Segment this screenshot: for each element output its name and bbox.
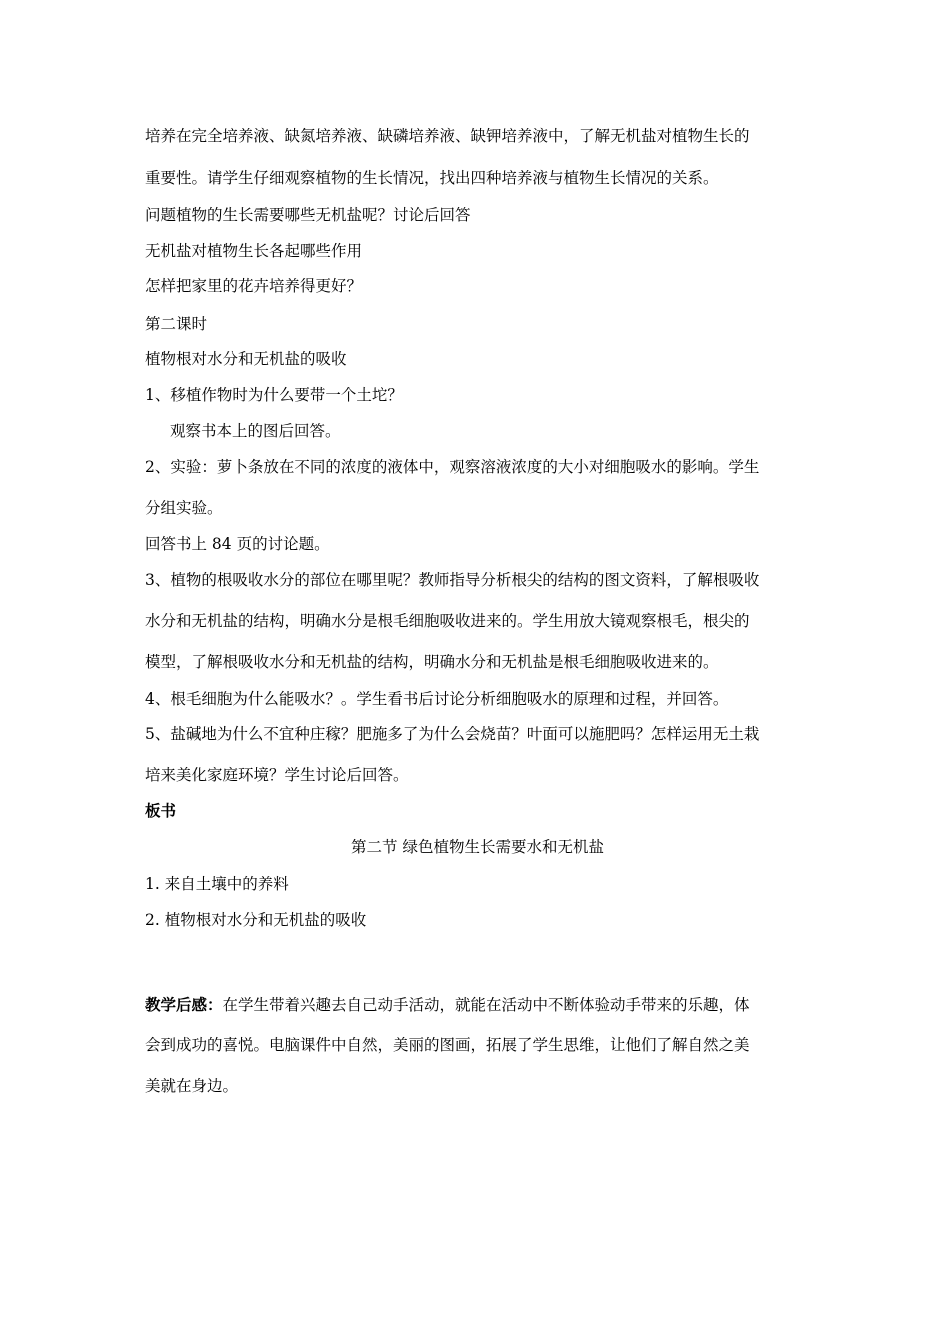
board-title: 第二节 绿色植物生长需要水和无机盐 xyxy=(351,838,604,856)
reflection-line-2: 会到成功的喜悦。电脑课件中自然，美丽的图画，拓展了学生思维，让他们了解自然之美 xyxy=(145,1036,750,1054)
section-heading: 第二课时 xyxy=(145,315,208,333)
question-1: 1、移植作物时为什么要带一个土坨？ xyxy=(145,386,403,404)
paragraph-line: 重要性。请学生仔细观察植物的生长情况，找出四种培养液与植物生长情况的关系。 xyxy=(145,169,719,187)
question-3: 3、植物的根吸收水分的部位在哪里呢？教师指导分析根尖的结构的图文资料，了解根吸收 xyxy=(145,571,760,589)
paragraph-line: 培来美化家庭环境？学生讨论后回答。 xyxy=(145,766,409,784)
question-2: 2、实验：萝卜条放在不同的浓度的液体中，观察溶液浓度的大小对细胞吸水的影响。学生 xyxy=(145,458,760,476)
board-item-2: 2. 植物根对水分和无机盐的吸收 xyxy=(145,911,367,929)
reflection-label: 教学后感： xyxy=(145,995,223,1014)
paragraph-line: 模型，了解根吸收水分和无机盐的结构，明确水分和无机盐是根毛细胞吸收进来的。 xyxy=(145,653,719,671)
reflection-text: 在学生带着兴趣去自己动手活动，就能在活动中不断体验动手带来的乐趣，体 xyxy=(222,996,750,1014)
board-heading: 板书 xyxy=(145,801,177,820)
paragraph-line: 回答书上 84 页的讨论题。 xyxy=(145,535,330,553)
board-item-1: 1. 来自土壤中的养料 xyxy=(145,875,289,893)
paragraph-line: 无机盐对植物生长各起哪些作用 xyxy=(145,242,363,260)
reflection-line-3: 美就在身边。 xyxy=(145,1077,239,1095)
question-5: 5、盐碱地为什么不宜种庄稼？肥施多了为什么会烧苗？叶面可以施肥吗？怎样运用无土栽 xyxy=(145,725,760,743)
question-4: 4、根毛细胞为什么能吸水？。学生看书后讨论分析细胞吸水的原理和过程，并回答。 xyxy=(145,690,729,708)
reflection-line-1 xyxy=(145,995,810,1015)
paragraph-line: 怎样把家里的花卉培养得更好？ xyxy=(145,277,363,295)
paragraph-line: 培养在完全培养液、缺氮培养液、缺磷培养液、缺钾培养液中，了解无机盐对植物生长的 xyxy=(145,127,750,145)
topic-title: 植物根对水分和无机盐的吸收 xyxy=(145,350,347,368)
paragraph-line: 水分和无机盐的结构，明确水分是根毛细胞吸收进来的。学生用放大镜观察根毛，根尖的 xyxy=(145,612,750,630)
question-1-answer: 观察书本上的图后回答。 xyxy=(170,422,341,440)
paragraph-line: 问题植物的生长需要哪些无机盐呢？讨论后回答 xyxy=(145,206,471,224)
paragraph-line: 分组实验。 xyxy=(145,499,223,517)
